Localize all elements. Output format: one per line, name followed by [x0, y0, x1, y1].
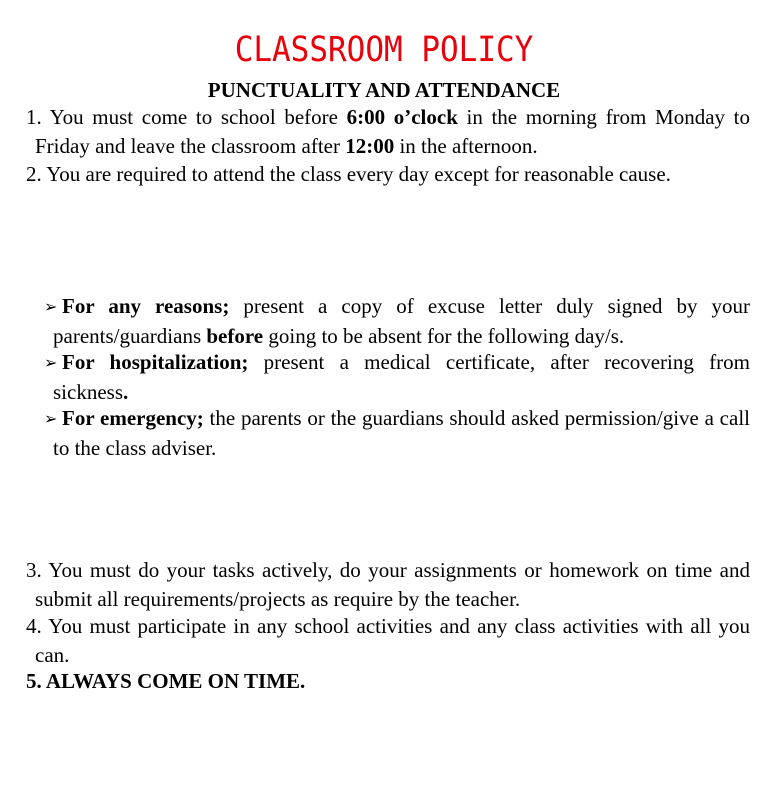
- arrowhead-icon: ➢: [44, 297, 58, 316]
- bullet-emphasis: .: [123, 379, 129, 404]
- bullet-text: the parents or the guardians should asked permission/give a call to the class adviser.: [53, 406, 750, 460]
- policy-item-2: [26, 160, 750, 189]
- item-text: in the morning from Monday to Friday and leave the classroom after: [35, 105, 750, 158]
- item-text: 5. ALWAYS COME ON TIME.: [26, 669, 306, 693]
- item-number: 1.: [26, 105, 42, 129]
- page-title: CLASSROOM POLICY: [234, 29, 534, 71]
- item-text: in the afternoon.: [394, 133, 538, 158]
- policy-item-5: [26, 667, 750, 696]
- item-text: You are required to attend the class every day except for reasonable cause.: [41, 162, 671, 186]
- item-number: 2.: [26, 162, 42, 186]
- bullet-item-hospitalization: [44, 348, 750, 406]
- item-text: You must do your tasks actively, do your assignments or homework on time and submit all requirements/projects as require by the teacher.: [35, 558, 750, 611]
- item-number: 3.: [26, 558, 42, 582]
- arrowhead-icon: ➢: [44, 353, 58, 372]
- bullet-item-emergency: [44, 404, 750, 462]
- bullet-emphasis: before: [206, 323, 264, 348]
- item-text: You must participate in any school activities and any class activities with all you can.: [35, 614, 750, 667]
- policy-item-4: [26, 612, 750, 669]
- bullet-item-reasons: [44, 292, 750, 350]
- item-emphasis: 12:00: [345, 133, 395, 158]
- bullet-heading: For emergency;: [62, 406, 204, 430]
- item-text: You must come to school before: [41, 105, 347, 129]
- policy-item-3: [26, 556, 750, 613]
- item-number: 4.: [26, 614, 42, 638]
- bullet-text: going to be absent for the following day/s.: [263, 323, 625, 348]
- bullet-heading: For hospitalization;: [62, 350, 249, 374]
- policy-item-1: [26, 103, 750, 160]
- section-subtitle: PUNCTUALITY AND ATTENDANCE: [207, 78, 561, 102]
- arrowhead-icon: ➢: [44, 409, 58, 428]
- bullet-text: present a medical certificate, after recovering from sickness: [53, 350, 750, 404]
- item-emphasis: 6:00 o’clock: [346, 105, 458, 129]
- bullet-heading: For any reasons;: [62, 294, 230, 318]
- bullet-text: present a copy of excuse letter duly signed by your parents/guardians: [53, 294, 750, 348]
